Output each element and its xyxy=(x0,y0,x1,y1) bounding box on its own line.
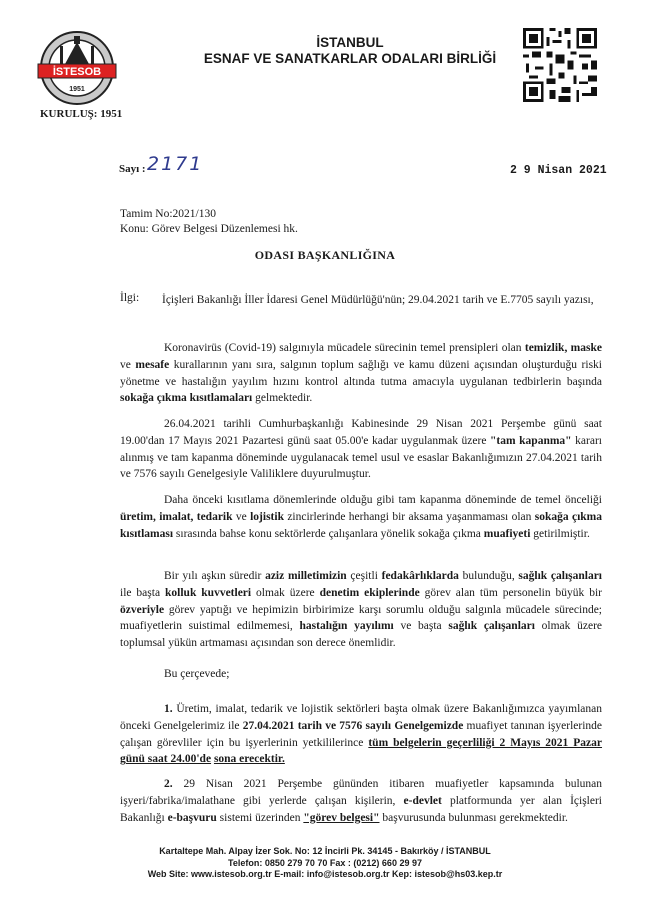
addressee-heading: ODASI BAŞKANLIĞINA xyxy=(254,248,396,262)
svg-text:İSTESOB: İSTESOB xyxy=(52,66,102,78)
paragraph-5: Bu çerçevede; xyxy=(164,668,230,680)
title-line-1: İSTANBUL xyxy=(316,35,384,50)
circular-number: Tamim No:2021/130 xyxy=(120,208,216,220)
document-date: 2 9 Nisan 2021 xyxy=(510,164,607,177)
organization-title xyxy=(150,35,550,67)
paragraph-3: Daha önceki kısıtlama dönemlerinde olduğu gibi tam kapanma döneminde de temel önceliği üretim, imalat, tedarik ve lojistik zincirlerinde herhangi bir aksama yaşanmaması olan sokağa çıkma kısıtlaması sırasında bahse konu sektörlerde çalışanlara yönelik sokağa çıkma muafiyeti getirilmiştir. xyxy=(120,494,603,540)
footer-phone: Telefon: 0850 279 70 70 Fax : (0212) 660 29 97 xyxy=(228,857,422,868)
svg-text:1951: 1951 xyxy=(69,86,85,93)
reference-number: 2171 xyxy=(147,153,204,175)
footer-contact xyxy=(0,846,650,881)
paragraph-1: Koronavirüs (Covid-19) salgınıyla mücadele sürecinin temel prensipleri olan temizlik, maske ve mesafe kurallarının yanı sıra, salgının toplum sağlığı ve kamu düzeni açısından oluşturduğu riski yönetme ve hastalığın yayılım hızını kontrol altında tutma amacıyla uygulanan tedbirlerin başında sokağa çıkma kısıtlamaları gelmektedir. xyxy=(120,342,603,405)
item-2: 2. 29 Nisan 2021 Perşembe gününden itibaren muafiyetler kapsamında bulunan işyeri/fabrika/imalathane gibi yerlerde çalışan kişilerin, e-devlet platformunda yer alan İçişleri Bakanlığı e-başvuru sistemi üzerinden "görev belgesi" başvurusunda bulunması gerekmektedir. xyxy=(120,778,603,824)
title-line-2: ESNAF VE SANATKARLAR ODALARI BİRLİĞİ xyxy=(203,51,497,66)
item-1: 1. Üretim, imalat, tedarik ve lojistik sektörleri başta olmak üzere Bakanlığımızca yayımlanan önceki Genelgelerimiz ile 27.04.2021 tarih ve 7576 sayılı Genelgemizde muafiyet tanınan işyerlerinde çalışan görevliler için bu işyerlerinin yetkililerince tüm belgelerin geçerliliği 2 Mayıs 2021 Pazar günü saat 24.00'de sona erecektir. xyxy=(120,703,603,766)
paragraph-4: Bir yılı aşkın süredir aziz milletimizin çeşitli fedakârlıklarda bulunduğu, sağlık çalışanları ile başta kolluk kuvvetleri olmak üzere denetim ekiplerinde görev alan tüm personelin büyük bir özveriyle görev yaptığı ve hepimizin birbirimize karşı sorumlu olduğu salgınla mücadele sürecinde; muafiyetlerin suistimal edilmemesi, hastalığın yayılımı ve başta sağlık çalışanları olmak üzere toplumsal yükün artmaması açısından son derece önemlidir. xyxy=(120,570,603,650)
reference-label: Sayı : xyxy=(119,163,146,175)
founded-text: KURULUŞ: 1951 xyxy=(40,108,123,120)
circular-info xyxy=(120,207,298,237)
paragraph-2: 26.04.2021 tarihli Cumhurbaşkanlığı Kabinesinde 29 Nisan 2021 Perşembe günü saat 19.00'dan 17 Mayıs 2021 Pazartesi günü saat 05.00'e kadar uygulanmak üzere "tam kapanma" kararı alınmış ve tam kapanma döneminde uygulanacak temel usul ve esaslar Bakanlığımızın 27.04.2021 tarih ve 7576 sayılı Genelgesiyle Valiliklere duyurulmuştur. xyxy=(120,418,602,481)
istesob-logo xyxy=(30,28,124,106)
footer-web: Web Site: www.istesob.org.tr E-mail: info@istesob.org.tr Kep: istesob@hs03.kep.tr xyxy=(147,869,503,879)
footer-address: Kartaltepe Mah. Alpay İzer Sok. No: 12 İncirli Pk. 34145 - Bakırköy / İSTANBUL xyxy=(159,846,491,856)
qr-code-icon xyxy=(523,28,597,102)
subject-line: Konu: Görev Belgesi Düzenlemesi hk. xyxy=(120,223,298,235)
reference-ilgi-label: İlgi: xyxy=(120,292,140,304)
reference-ilgi-text: İçişleri Bakanlığı İller İdaresi Genel Müdürlüğü'nün; 29.04.2021 tarih ve E.7705 sayılı yazısı, xyxy=(162,294,594,306)
